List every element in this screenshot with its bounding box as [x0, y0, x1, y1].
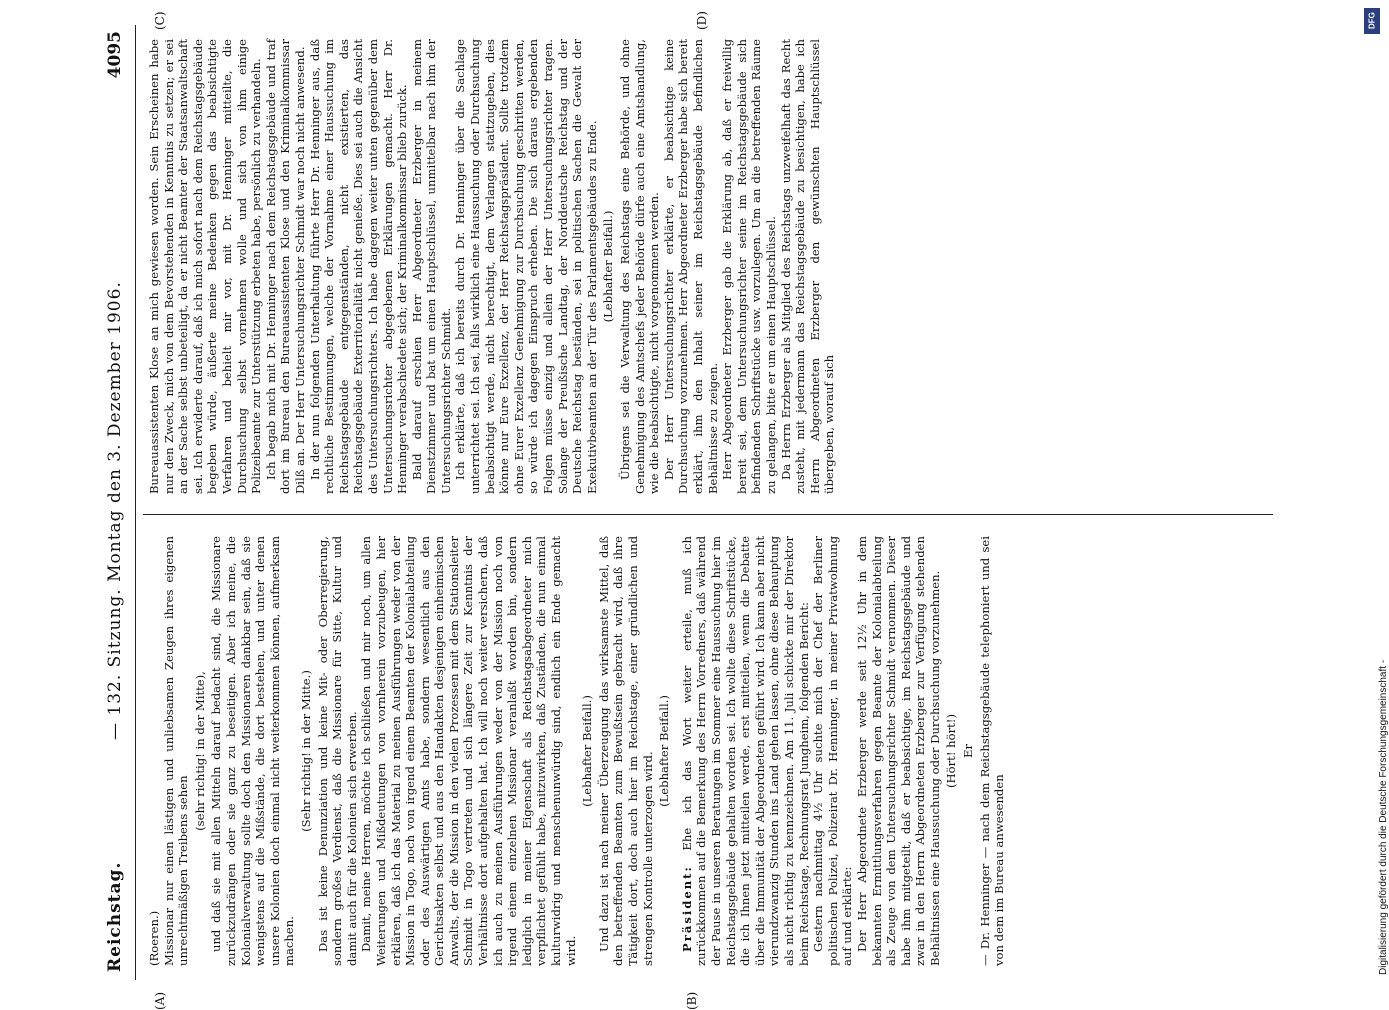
paragraph: [147, 39, 264, 494]
paragraph-text: Bald darauf erschien Herr Abgeordneter Erzberger in meinem Dienstzimmer und bat um einen Hauptschlüssel, unmittelbar nach ihm der Untersuchungsrichter Schmidt.: [409, 39, 453, 494]
paragraph-text: (Sehr richtig! in der Mitte.): [298, 670, 313, 832]
paragraph: [779, 39, 837, 494]
interjection: [580, 536, 595, 966]
paragraph-text: Bureauassistenten Klose an mich gewiesen worden. Sein Erscheinen habe nur den Zweck, mich von dem Bevorstehenden in Kenntnis zu setzen; er sei an der Sache selbst unbeteiligt, da er nicht Beamter der Staatsanwaltschaft sei. Ich erwiderte darauf, daß ich mich sofort nach dem Reichstagsgebäude begeben würde, äußerte meine Bedenken gegen das beabsichtigte Verfahren und behielt mir vor, mit Dr. Henninger mitteilte, die Durchsuchung selbst vornehmen wolle und sich von ihm einige Polizeibeamte zur Unterstützung erbeten habe, persönlich zu verhandeln.: [147, 39, 264, 494]
header-session-date: — 132. Sitzung. Montag den 3. Dezember 1906.: [105, 281, 125, 740]
paragraph: [316, 536, 360, 966]
page-number: 4095: [105, 31, 125, 79]
paragraph-text: — Dr. Henninger — nach dem Reichstagsgebäude telephoniert und sei von dem im Bureau anwesenden: [977, 536, 1007, 966]
paragraph-text: (Roeren.): [147, 910, 161, 966]
paragraph: [597, 536, 655, 966]
paragraph: [410, 39, 454, 494]
paragraph-text: (Lebhafter Beifall.): [657, 695, 672, 807]
paragraph-text: Herr Abgeordneter Erzberger gab die Erklärung ab, daß er freiwillig bereit sei, dem Untersuchungsrichter seine im Reichstagsgebäude sich befindenden Schriftstücke usw. vorzulegen. Um an die betreffenden Räume zu gelangen, bitte er um einen Hauptschlüssel.: [720, 39, 778, 494]
rotated-page-content: [95, 11, 1330, 1010]
paragraph: [359, 536, 578, 966]
paragraph: [209, 536, 297, 966]
header-title: Reichstag.: [105, 861, 125, 972]
paragraph: [308, 39, 410, 494]
speaker-label: Präsident:: [679, 865, 694, 952]
paragraph-text: (sehr richtig! in der Mitte),: [192, 671, 207, 831]
right-column: [147, 39, 837, 494]
paragraph-text: (Lebhafter Beifall.): [580, 695, 595, 807]
interjection: [961, 536, 976, 966]
margin-marker-a: (A): [153, 991, 167, 1010]
interjection: [944, 536, 959, 966]
paragraph-text: Gestern nachmittag 4½ Uhr suchte mich der Chef der Berliner politischen Polizei, Polizeirat Dr. Henninger, in meiner Privatwohnung auf und erklärte:: [811, 536, 855, 966]
margin-marker-b: (B): [685, 991, 699, 1010]
paragraph-text: Er: [961, 744, 976, 759]
paragraph-text: Ich erklärte, daß ich bereits durch Dr. Henninger über die Sachlage unterrichtet sei. Ich sei, falls wirklich eine Haussuchung oder Durchsuchung beabsichtigt werde, nicht berechtigt, dem Verlangen stattzugeben, dies könne nur Eure Exzellenz, der Herr Reichstagspräsident. Sollte trotzdem ohne Eurer Exzellenz Genehmigung zur Durchsuchung geschritten werden, so würde ich dagegen Einspruch erheben. Die sich daraus ergebenden Folgen müsse einzig und allein der Herr Untersuchungsrichter tragen. Solange der Preußische Landtag, der Norddeutsche Reichstag und der Deutsche Reichstag beständen, sei in politischen Sachen die Gewalt der Exekutivbeamten an der Tür des Parlamentsgebäudes zu Ende.: [453, 39, 599, 494]
paragraph: [680, 536, 811, 966]
paragraph: [147, 536, 162, 966]
paragraph-text: Ich begab mich mit Dr. Henninger nach dem Reichstagsgebäude und traf dort im Bureau den Bureauassistenten Klose und den Kriminalkommissar Dilß an. Der Herr Untersuchungsrichter Schmidt war noch nicht anwesend.: [263, 39, 307, 494]
left-column: [147, 536, 1007, 966]
paragraph-text: Da Herrn Erzberger als Mitglied des Reichstags unzweifelhaft das Recht zusteht, mit jedermann das Reichstagsgebäude zu besichtigen, habe ich Herrn Abgeordneten Erzberger den gewünschten Hauptschlüssel übergeben, worauf sich: [778, 39, 837, 494]
margin-marker-c: (C): [153, 11, 167, 30]
paragraph: [978, 536, 1007, 966]
margin-marker-d: (D): [695, 11, 709, 30]
paragraph: [855, 536, 943, 966]
column-separator: [143, 514, 1273, 515]
paragraph: [720, 39, 778, 494]
paragraph: [618, 39, 662, 494]
paragraph: [264, 39, 308, 494]
paragraph: [662, 39, 720, 494]
interjection: [193, 536, 208, 966]
paragraph-text: Der Herr Untersuchungsrichter erklärte, er beabsichtige keine Durchsuchung vorzunehmen. Herr Abgeordneter Erzberger habe sich bereit erklärt, ihm den Inhalt seiner im Reichstagsgebäude befindlichen Behältnisse zu zeigen.: [661, 39, 720, 494]
paragraph-text: Und dazu ist nach meiner Überzeugung das wirksamste Mittel, daß den betreffenden Beamten zum Bewußtsein gebracht wird, daß ihre Tätigkeit dort, doch auch hier im Reichstage, einer gründlichen und strengen Kontrolle unterzogen wird.: [596, 536, 655, 966]
paragraph-text: (Lebhafter Beifall.): [601, 210, 616, 323]
interjection: [299, 536, 314, 966]
paragraph-text: Damit, meine Herren, möchte ich schließen und mir noch, um allen Weiterungen und Mißdeutungen von vornherein vorzubeugen, hier erklären, daß ich das Material zu meinen Ausführungen weder von der Mission in Togo, noch von irgend einem Beamten der Kolonialabteilung oder des Auswärtigen Amts habe, sondern wesentlich aus den Gerichtsakten selbst und aus den Handakten desjenigen einheimischen Anwalts, der die Mission in den vielen Prozessen mit dem Stationsleiter Schmidt in Togo vertreten und sich längere Zeit zur Kenntnis der Verhältnisse dort aufgehalten hat. Ich will noch weiter versichern, daß ich auch zu meinen Ausführungen weder von der Mission noch von irgend einem einzelnen Missionar veranlaßt worden bin, sondern lediglich in meiner Eigenschaft als Reichstagsabgeordneter mich verpflichtet gefühlt habe, mitzuwirken, daß Zuständen, die nun einmal kulturwidrig und menschenunwürdig sind, endlich ein Ende gemacht wird.: [359, 536, 578, 966]
paragraph-text: (Hört! hört!): [944, 714, 959, 788]
paragraph: [453, 39, 599, 494]
funding-note: Digitalisierung gefördert durch die Deutsche Forschungsgemeinschaft -: [1378, 659, 1389, 975]
paragraph-text: Übrigens sei die Verwaltung des Reichstags eine Behörde, und ohne Genehmigung des Amtschefs jeder Behörde dürfe auch eine Amtshandlung, wie die beabsichtigte, nicht vorgenommen werden.: [618, 39, 662, 494]
paragraph: [811, 536, 855, 966]
paragraph: [162, 536, 191, 966]
dfg-logo: DFG: [1364, 8, 1380, 34]
paragraph-text: Ehe ich das Wort weiter erteile, muß ich zurückkommen auf die Bemerkung des Herrn Vorredners, daß während der Pause in unseren Beratungen im Sommer eine Haussuchung hier im Reichstagsgebäude gehalten worden sei. Ich wollte diese Schriftstücke, die ich Ihnen jetzt mitteilen werde, erst mitteilen, wenn die Debatte über die Immunität der Abgeordneten geführt wird. Ich kann aber nicht vierundzwanzig Stunden ins Land gehen lassen, ohne diese Behauptung als nicht richtig zu kennzeichnen. Am 11. Juli schickte mir der Direktor beim Reichstage, Rechnungsrat Jungheim, folgenden Bericht:: [679, 536, 811, 966]
interjection: [601, 39, 616, 494]
running-header: [95, 25, 136, 980]
paragraph-text: und daß sie mit allen Mitteln darauf bedacht sind, die Missionare zurückzudrängen oder sie ganz zu beseitigen. Aber ich meine, die Kolonialverwaltung sollte doch den Missionaren dankbar sein, daß sie wenigstens auf die Mißstände, die dort bestehen, und unter denen unsere Kolonien doch einmal nicht weiterkommen können, aufmerksam machen.: [209, 536, 297, 966]
paragraph-text: Das ist keine Denunziation und keine Mit- oder Oberregierung, sondern großes Verdienst, daß die Missionare für Sitte, Kultur und damit auch für die Kolonien sich erwerben.: [315, 536, 359, 966]
interjection: [657, 536, 672, 966]
paragraph-text: Der Herr Abgeordnete Erzberger werde seit 12½ Uhr in dem bekannten Ermittlungsverfahren gegen Beamte der Kolonialabteilung als Zeuge von dem Untersuchungsrichter Schmidt vernommen. Dieser habe ihm mitgeteilt, daß er beabsichtige, im Reichstagsgebäude und zwar in den Herrn Abgeordneten Erzberger zur Verfügung stehenden Behältnissen eine Haussuchung oder Durchsuchung vorzunehmen.: [854, 536, 942, 966]
paragraph-text: Missionar nur einen lästigen und unliebsamen Zeugen ihres eigenen unrechtmäßigen Treibens sehen: [161, 536, 191, 966]
paragraph-text: In der nun folgenden Unterhaltung führte Herr Dr. Henninger aus, daß rechtliche Bestimmungen, welche der Vornahme einer Haussuchung im Reichstagsgebäude entgegenständen, nicht existierten, das Reichstagsgebäude Exterritorialität nicht genieße. Dies sei auch die Ansicht des Untersuchungsrichters. Ich habe dagegen weiter unten gegenüber dem Untersuchungsrichter abgegebenen Erklärungen gemacht. Herr Dr. Henninger verabschiedete sich; der Kriminalkommissar blieb zurück.: [307, 39, 410, 494]
